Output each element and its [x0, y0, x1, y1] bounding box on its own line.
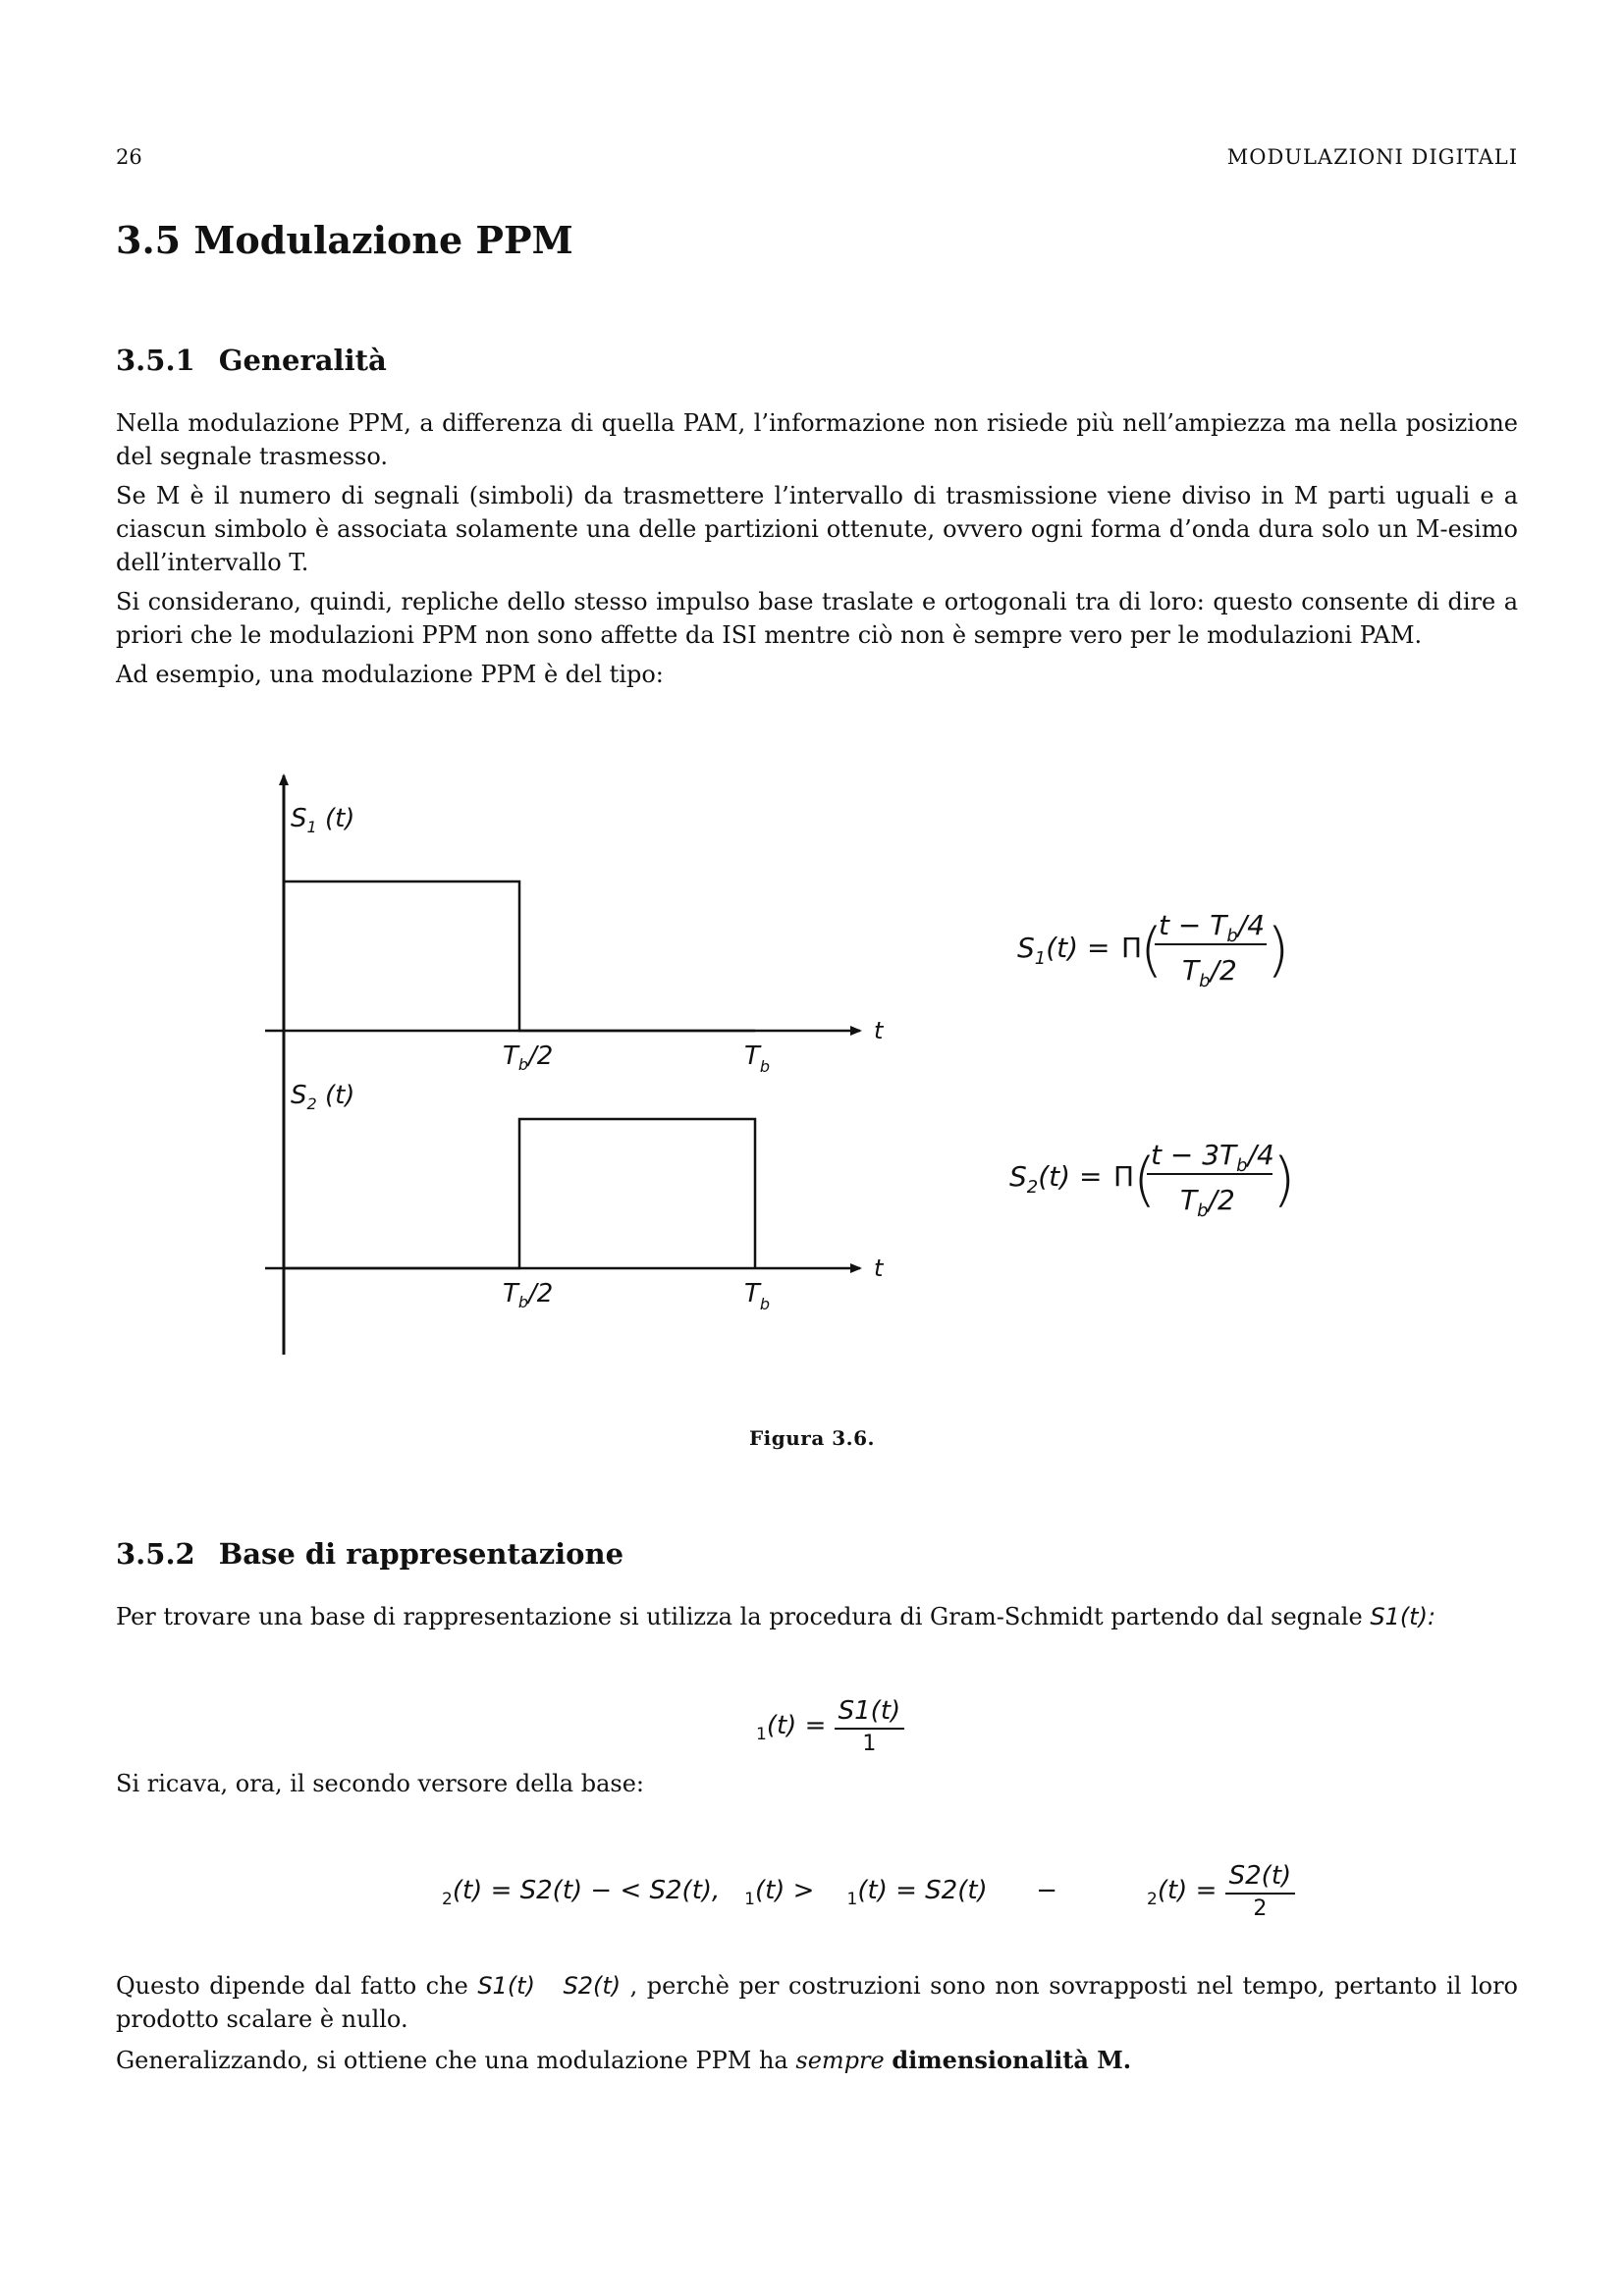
- signal-1-pulse: [284, 881, 755, 1031]
- plot1-tick-mid: $T_b/2$: [503, 1041, 554, 1074]
- plot1-tick-end: $T_b$: [744, 1041, 771, 1076]
- paragraph-second-versor: Si ricava, ora, il secondo versore della base:: [116, 1770, 644, 1797]
- svg-text:(: (: [1133, 1146, 1157, 1214]
- plot2-tick-end: $T_b$: [744, 1279, 771, 1313]
- paragraph-3: Si considerano, quindi, repliche dello stesso impulso base traslate e ortogonali tra di loro: questo consente di dire a priori che le modulazioni PPM non sono affette da ISI mentre ciò non è sempre vero per le modulazioni PAM.: [116, 588, 1518, 649]
- subsection-base: [116, 1537, 623, 1571]
- paragraph-2: Se M è il numero di segnali (simboli) da trasmettere l’intervallo di trasmissione viene diviso in M parti uguali e a ciascun simbolo è associata solamente una delle partizioni ottenute, ovvero ogni forma d’onda dura solo un M-esimo dell’intervallo T.: [116, 482, 1518, 576]
- plot2-xlabel: t: [874, 1255, 884, 1282]
- plot1-ylabel: $S_1$ (t): [291, 804, 355, 836]
- base-intro-signal: S1(t):: [1370, 1603, 1436, 1630]
- plot2-tick-mid: $T_b/2$: [503, 1279, 554, 1311]
- paragraph-1: Nella modulazione PPM, a differenza di quella PAM, l’informazione non risiede più nell’ampiezza ma nella posizione del segnale trasmesso.: [116, 409, 1518, 470]
- base-intro-text: Per trovare una base di rappresentazione si utilizza la procedura di Gram-Schmidt partendo dal segnale: [116, 1603, 1363, 1630]
- page-number: 26: [116, 145, 142, 169]
- paragraph-base-intro: [116, 1600, 1518, 1633]
- svg-text:S2(t) =: $S_2(t)$ =: [1009, 1160, 1103, 1198]
- svg-text:): ): [1267, 916, 1290, 985]
- subsection-number: 3.5.1: [116, 344, 195, 377]
- equation-phi1: $_1$(t) = $\frac{S1(t)}{1}$: [756, 1696, 904, 1756]
- paragraph-depends: Questo dipende dal fatto che S1(t) S2(t) , perchè per costruzioni sono non sovrapposti nel tempo, pertanto il loro prodotto scalare è nullo.: [116, 1972, 1518, 2033]
- subsection-title: Generalità: [218, 344, 387, 377]
- paragraph-4: Ad esempio, una modulazione PPM è del tipo:: [116, 661, 664, 688]
- signal-2-pulse: [284, 1119, 755, 1268]
- svg-text:): ): [1272, 1146, 1296, 1214]
- subsection-number: 3.5.2: [116, 1537, 195, 1571]
- paragraph-general: Generalizzando, si ottiene che una modulazione PPM ha sempre dimensionalità M.: [116, 2046, 1132, 2074]
- svg-text:Π: Π: [1113, 1160, 1135, 1193]
- svg-text:Tb/2: $T_b/2$: [1180, 1184, 1235, 1221]
- subsection-title: Base di rappresentazione: [218, 1537, 624, 1571]
- equation-s2: [1009, 1139, 1295, 1221]
- svg-text:Tb/2: $T_b/2$: [1182, 954, 1237, 991]
- running-head: MODULAZIONI DIGITALI: [1226, 145, 1518, 169]
- svg-text:t − 3Tb/4: $t - 3T_b/4$: [1151, 1139, 1274, 1176]
- plot1-xlabel: t: [874, 1017, 884, 1044]
- svg-text:t − Tb/4: $t - T_b/4$: [1159, 909, 1266, 946]
- svg-text:Π: Π: [1121, 932, 1143, 964]
- equation-s1: [1017, 909, 1289, 991]
- plot2-ylabel: $S_2$ (t): [291, 1081, 355, 1113]
- section-title-text: Modulazione PPM: [193, 218, 573, 262]
- figure-caption: Figura 3.6.: [748, 1426, 876, 1450]
- svg-text:S1(t) =: $S_1(t)$ =: [1017, 932, 1110, 969]
- section-number: 3.5: [116, 218, 182, 262]
- equation-phi2: $_2$(t) = S2(t) − < S2(t), $_1$(t) > $_1$(t) = S2(t) − $_2$(t) = $\frac{S2(t)}{2}$: [442, 1861, 1295, 1921]
- svg-text:(: (: [1140, 916, 1164, 985]
